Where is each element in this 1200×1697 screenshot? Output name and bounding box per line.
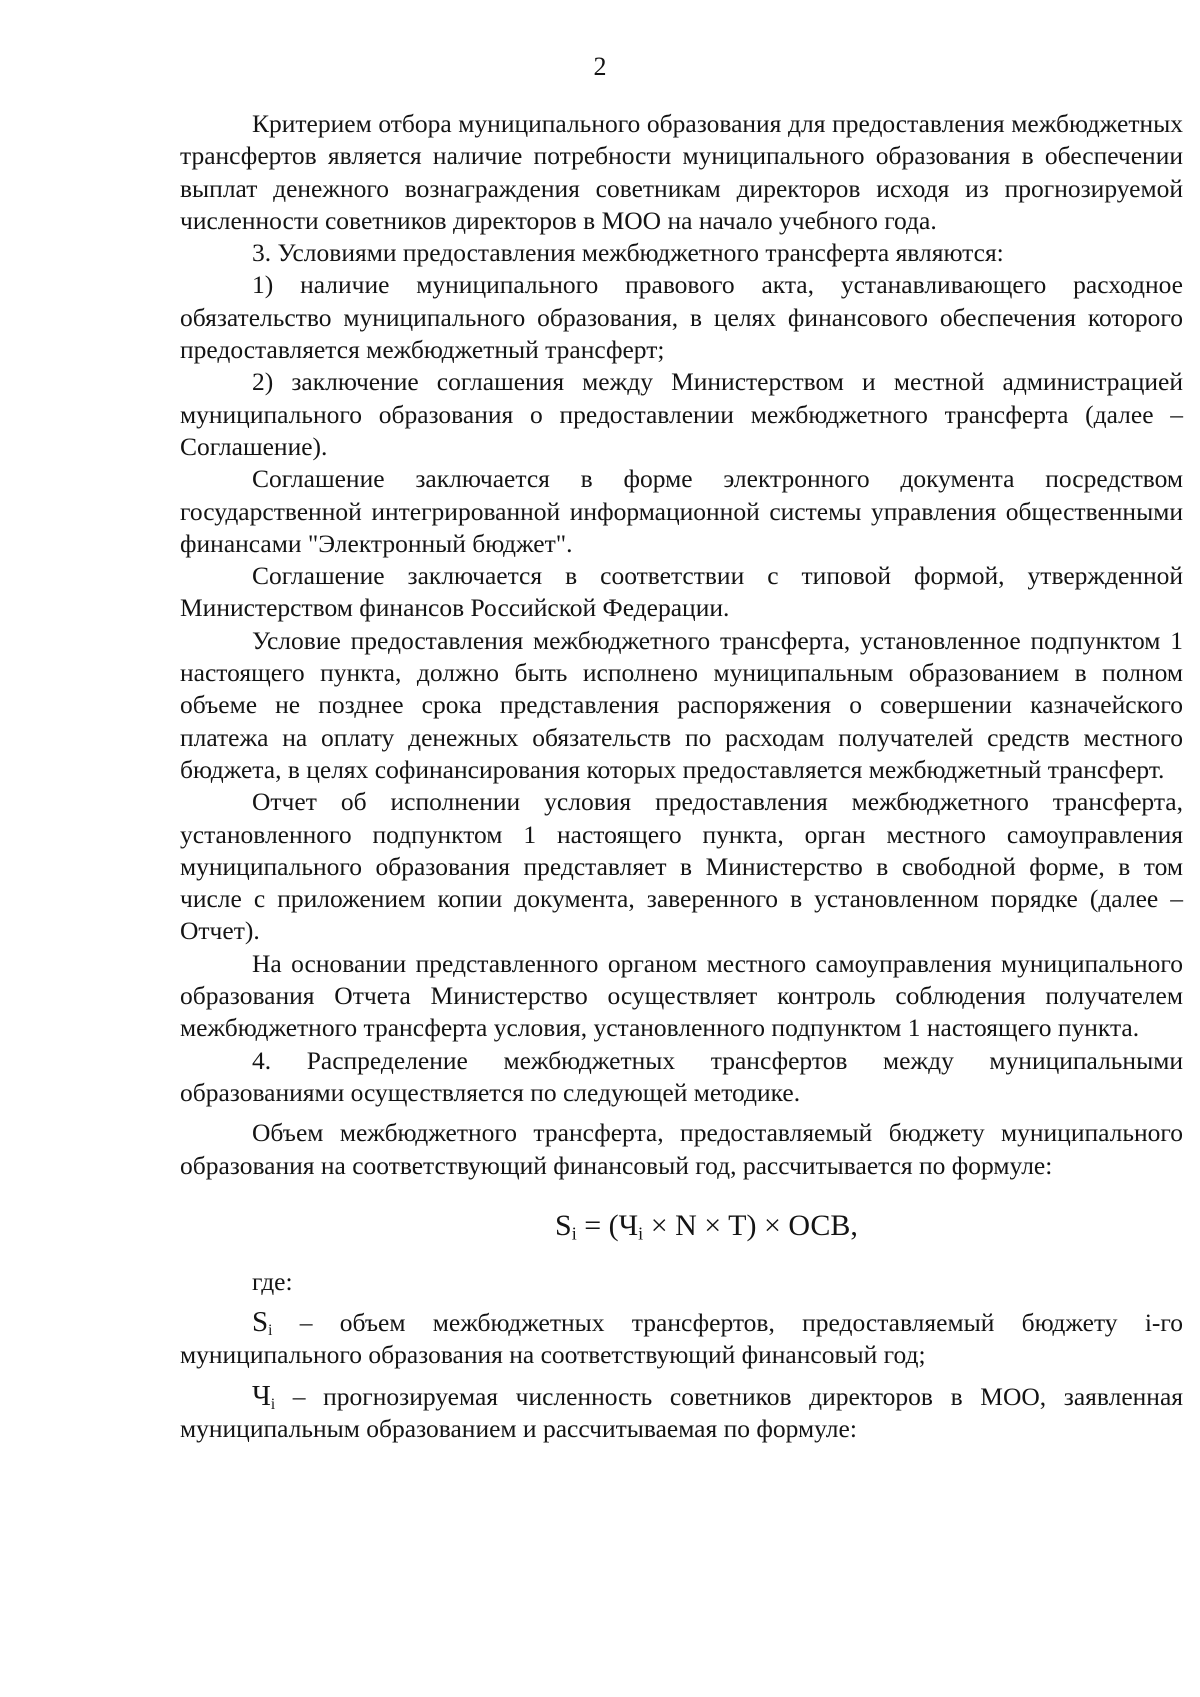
transfer-formula [180,1208,1183,1244]
definition-ch-text: – прогнозируемая численность советников директоров в МОО, заявленная муниципальным образованием и рассчитываемая по формуле: [180,1381,1183,1443]
formula-term-count-subscript: i [638,1223,644,1244]
paragraph-clause-3: 3. Условиями предоставления межбюджетного трансферта являются: [252,238,1004,268]
paragraph-selection-criterion: Критерием отбора муниципального образования для предоставления межбюджетных трансфертов является наличие потребности муниципального образования в обеспечении выплат денежного вознаграждения советникам директоров исходя из прогнозируемой численности советников директоров в МОО на начало учебного года. [180,109,1183,235]
definition-s-symbol: S [252,1306,269,1339]
formula-lhs: S [555,1208,572,1242]
paragraph-report: Отчет об исполнении условия предоставления межбюджетного трансферта, установленного подпунктом 1 настоящего пункта, орган местного самоуправления муниципального образования представляет в Министерство в свободной форме, в том числе с приложением копии документа, заверенного в установленном порядке (далее – Отчет). [180,787,1183,946]
formula-term-count: Ч [618,1208,639,1242]
paragraph-control: На основании представленного органом местного самоуправления муниципального образования Отчета Министерство осуществляет контроль соблюдения получателем межбюджетного трансферта условия, установленного подпунктом 1 настоящего пункта. [180,948,1183,1043]
document-body [180,108,1183,1445]
where-label: где: [252,1266,293,1296]
paragraph-condition-2: 2) заключение соглашения между Министерством и местной администрацией муниципального образования о предоставлении межбюджетного трансферта (далее – Соглашение). [180,367,1183,461]
definition-s-subscript: i [268,1321,273,1339]
page-number: 2 [593,52,607,81]
paragraph-condition-deadline: Условие предоставления межбюджетного трансферта, установленное подпунктом 1 настоящего пункта, должно быть исполнено муниципальным образованием в полном объеме не позднее срока представления распоряжения о совершении казначейского платежа на оплату денежных обязательств по расходам получателей средств местного бюджета, в целях софинансирования которых предоставляется межбюджетный трансферт. [180,625,1183,784]
paragraph-clause-4: 4. Распределение межбюджетных трансфертов между муниципальными образованиями осуществляется по следующей методике. [180,1045,1183,1107]
definition-s [180,1306,1183,1372]
definition-s-text: – объем межбюджетных трансфертов, предоставляемый бюджету i-го муниципального образования на соответствующий финансовый год; [180,1308,1183,1370]
formula-lhs-subscript: i [571,1223,577,1244]
formula-rest: × N × T) × ОСВ, [643,1208,858,1242]
paragraph-agreement-form: Соглашение заключается в форме электронного документа посредством государственной интегрированной информационной системы управления общественными финансами "Электронный бюджет". [180,464,1183,558]
definition-ch-subscript: i [270,1395,276,1413]
formula-equals: = ( [576,1208,619,1242]
paragraph-condition-1: 1) наличие муниципального правового акта, устанавливающего расходное обязательство муниципального образования, в целях финансового обеспечения которого предоставляется межбюджетный трансферт; [180,270,1183,365]
definition-ch [180,1380,1183,1446]
paragraph-transfer-volume: Объем межбюджетного трансферта, предоставляемый бюджету муниципального образования на соответствующий финансовый год, рассчитывается по формуле: [180,1118,1183,1180]
definition-ch-symbol: Ч [252,1379,271,1412]
paragraph-agreement-template: Соглашение заключается в соответствии с типовой формой, утвержденной Министерством финансов Российской Федерации. [180,561,1183,623]
